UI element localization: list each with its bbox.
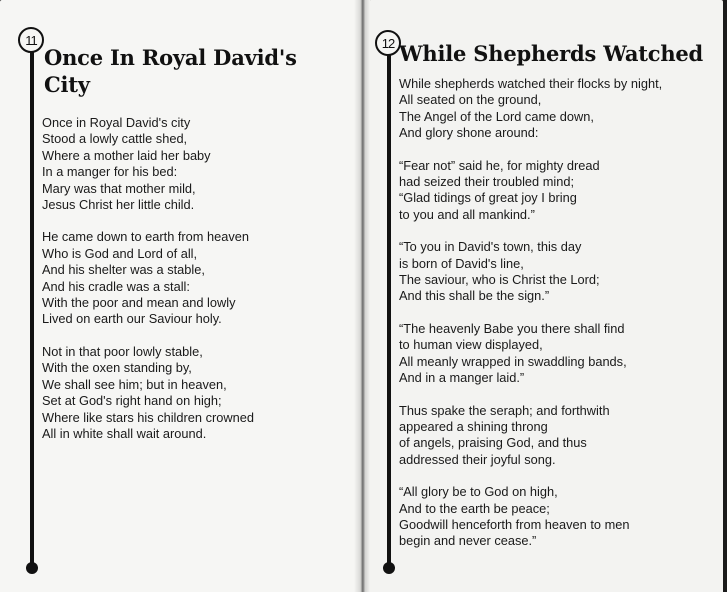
verse-line: “To you in David's town, this day	[399, 239, 582, 255]
verse-line: is born of David's line,	[399, 255, 524, 271]
stanza	[42, 229, 254, 327]
verse-line: And in a manger laid.”	[399, 370, 525, 386]
verse-line: And this shall be the sign.”	[399, 288, 550, 304]
stanza	[399, 484, 662, 550]
right-page-number: 12	[381, 35, 395, 51]
stanza	[42, 344, 254, 442]
verse-line: In a manger for his bed:	[42, 164, 178, 180]
verse-line: Not in that poor lowly stable,	[42, 343, 203, 359]
verse-line: All meanly wrapped in swaddling bands,	[399, 353, 627, 369]
verse-line: We shall see him; but in heaven,	[42, 376, 227, 392]
verse-line: addressed their joyful song.	[399, 451, 556, 467]
verse-line: And glory shone around:	[399, 125, 539, 141]
verse-line: With the oxen standing by,	[42, 360, 192, 376]
verse-line: Who is God and Lord of all,	[42, 245, 198, 261]
stanza	[399, 403, 662, 469]
stanza	[399, 158, 662, 224]
left-page	[0, 0, 361, 592]
verse-line: of angels, praising God, and thus	[399, 435, 587, 451]
verse-line: “The heavenly Babe you there shall find	[399, 320, 625, 336]
verse-line: “Glad tidings of great joy I bring	[399, 190, 577, 206]
left-page-number: 11	[25, 32, 37, 48]
stanza	[42, 115, 254, 213]
verse-line: begin and never cease.”	[399, 533, 537, 549]
left-page-title: Once In Royal David's City	[44, 45, 297, 97]
right-page-bar-end	[383, 562, 395, 574]
stanza	[399, 76, 662, 142]
right-page	[365, 0, 723, 592]
verse-line: He came down to earth from heaven	[42, 229, 249, 245]
verse-line: The Angel of the Lord came down,	[399, 108, 594, 124]
verse-line: “Fear not” said he, for mighty dread	[399, 157, 600, 173]
left-page-vertical-bar	[30, 40, 34, 565]
verse-line: And to the earth be peace;	[399, 500, 550, 516]
verse-line: And his cradle was a stall:	[42, 278, 190, 294]
verse-line: Jesus Christ her little child.	[42, 197, 195, 213]
verse-line: appeared a shining throng	[399, 418, 548, 434]
verse-line: to you and all mankind.”	[399, 206, 535, 222]
verse-line: Goodwill henceforth from heaven to men	[399, 516, 630, 532]
right-page-vertical-bar	[387, 40, 391, 565]
right-page-title: While Shepherds Watched	[399, 41, 704, 66]
verse-line: Set at God's right hand on high;	[42, 393, 222, 409]
verse-line: While shepherds watched their flocks by night,	[399, 76, 663, 91]
verse-line: With the poor and mean and lowly	[42, 295, 236, 311]
verse-line: Thus spake the seraph; and forthwith	[399, 402, 610, 418]
verse-line: All seated on the ground,	[399, 92, 542, 108]
left-page-verses	[42, 115, 254, 458]
verse-line: “All glory be to God on high,	[399, 484, 558, 500]
book-gutter	[354, 0, 370, 592]
verse-line: Lived on earth our Saviour holy.	[42, 311, 222, 327]
left-page-number-badge	[18, 27, 44, 53]
verse-line: All in white shall wait around.	[42, 425, 207, 441]
verse-line: to human view displayed,	[399, 337, 543, 353]
verse-line: Mary was that mother mild,	[42, 180, 196, 196]
verse-line: The saviour, who is Christ the Lord;	[399, 272, 600, 288]
left-page-bar-end	[26, 562, 38, 574]
stanza	[399, 239, 662, 305]
right-page-verses	[399, 76, 662, 566]
verse-line: had seized their troubled mind;	[399, 174, 574, 190]
verse-line: And his shelter was a stable,	[42, 262, 205, 278]
verse-line: Where a mother laid her baby	[42, 147, 211, 163]
verse-line: Where like stars his children crowned	[42, 409, 254, 425]
stanza	[399, 321, 662, 387]
verse-line: Once in Royal David's city	[42, 115, 191, 130]
right-page-number-badge	[375, 30, 401, 56]
verse-line: Stood a lowly cattle shed,	[42, 131, 188, 147]
